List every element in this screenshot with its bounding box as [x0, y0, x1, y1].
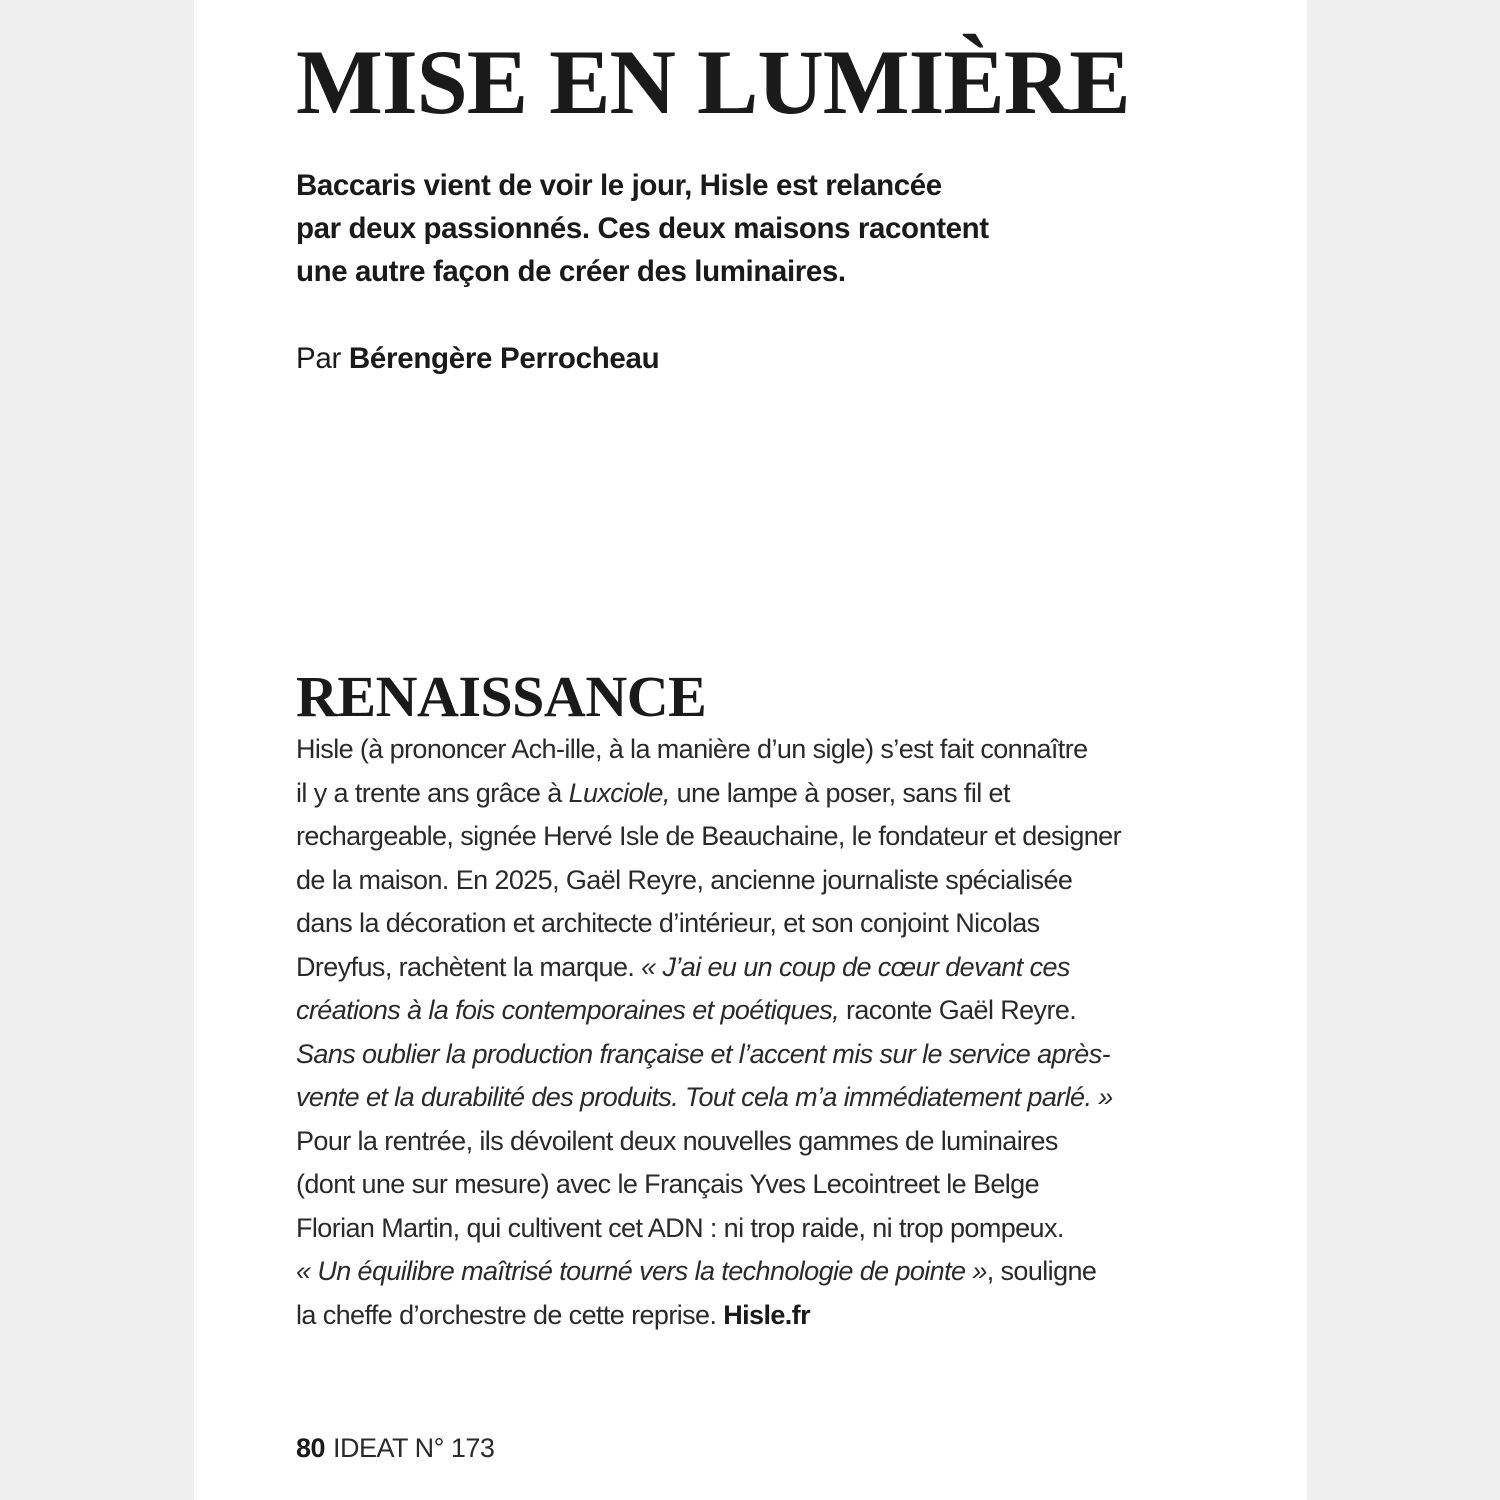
- body-line: [296, 1033, 1276, 1077]
- byline-author: Bérengère Perrocheau: [348, 342, 660, 375]
- section-body: [296, 728, 1276, 1337]
- body-line: [296, 1207, 1276, 1251]
- body-text-regular: Hisle (à prononcer Ach-ille, à la manière d’un sigle) s’est fait connaître: [296, 734, 1088, 764]
- body-text-regular: (dont une sur mesure) avec le Français Yves Lecointreet le Belge: [296, 1169, 1040, 1199]
- byline-prefix: Par: [296, 342, 342, 375]
- body-line: [296, 859, 1276, 903]
- body-line: [296, 815, 1276, 859]
- byline: [296, 337, 659, 380]
- body-line: [296, 946, 1276, 990]
- page-number: 80: [296, 1433, 326, 1463]
- standfirst-line: par deux passionnés. Ces deux maisons racontent: [296, 212, 989, 245]
- article-title: MISE EN LUMIÈRE: [296, 31, 1130, 133]
- body-text-regular: une lampe à poser, sans fil et: [669, 777, 1010, 808]
- body-text-italic: « Un équilibre maîtrisé tourné vers la technologie de pointe »: [296, 1256, 987, 1286]
- body-line: [296, 772, 1276, 816]
- body-text-regular: , souligne: [986, 1256, 1097, 1286]
- body-line: [296, 1163, 1276, 1207]
- body-text-regular: dans la décoration et architecte d’intérieur, et son conjoint Nicolas: [296, 908, 1040, 938]
- website-link: Hisle.fr: [723, 1299, 810, 1330]
- standfirst-line: une autre façon de créer des luminaires.: [296, 255, 846, 288]
- body-line: [296, 1250, 1276, 1294]
- body-text-regular: raconte Gaël Reyre.: [839, 995, 1077, 1025]
- body-text-regular: il y a trente ans grâce à: [296, 777, 569, 808]
- body-text-regular: Florian Martin, qui cultivent cet ADN : ni trop raide, ni trop pompeux.: [296, 1212, 1064, 1243]
- body-text-italic: vente et la durabilité des produits. Tout cela m’a immédiatement parlé. »: [296, 1082, 1113, 1112]
- body-text-italic: Sans oublier la production française et l’accent mis sur le service après-: [296, 1038, 1110, 1069]
- body-line: [296, 728, 1276, 772]
- article-standfirst: [296, 164, 1156, 293]
- body-text-regular: rechargeable, signée Hervé Isle de Beauchaine, le fondateur et designer: [296, 821, 1121, 851]
- body-line: [296, 1076, 1276, 1120]
- body-line: [296, 989, 1276, 1033]
- body-text-italic: « J’ai eu un coup de cœur devant ces: [641, 951, 1070, 982]
- body-text-italic: créations à la fois contemporaines et poétiques,: [296, 995, 840, 1025]
- body-line: [296, 1294, 1276, 1338]
- magazine-page: [194, 0, 1307, 1500]
- body-text-regular: Dreyfus, rachètent la marque.: [296, 951, 642, 982]
- publication-issue: IDEAT N° 173: [333, 1433, 495, 1463]
- body-line: [296, 902, 1276, 946]
- body-text-regular: de la maison. En 2025, Gaël Reyre, ancienne journaliste spécialisée: [296, 864, 1073, 895]
- page-footer: [296, 1428, 494, 1468]
- body-text-regular: la cheffe d’orchestre de cette reprise.: [296, 1299, 724, 1330]
- standfirst-line: Baccaris vient de voir le jour, Hisle est relancée: [296, 169, 942, 202]
- section-title: RENAISSANCE: [296, 664, 707, 729]
- body-line: [296, 1120, 1276, 1164]
- body-text-regular: Pour la rentrée, ils dévoilent deux nouvelles gammes de luminaires: [296, 1125, 1058, 1156]
- body-text-italic: Luxciole,: [568, 777, 670, 808]
